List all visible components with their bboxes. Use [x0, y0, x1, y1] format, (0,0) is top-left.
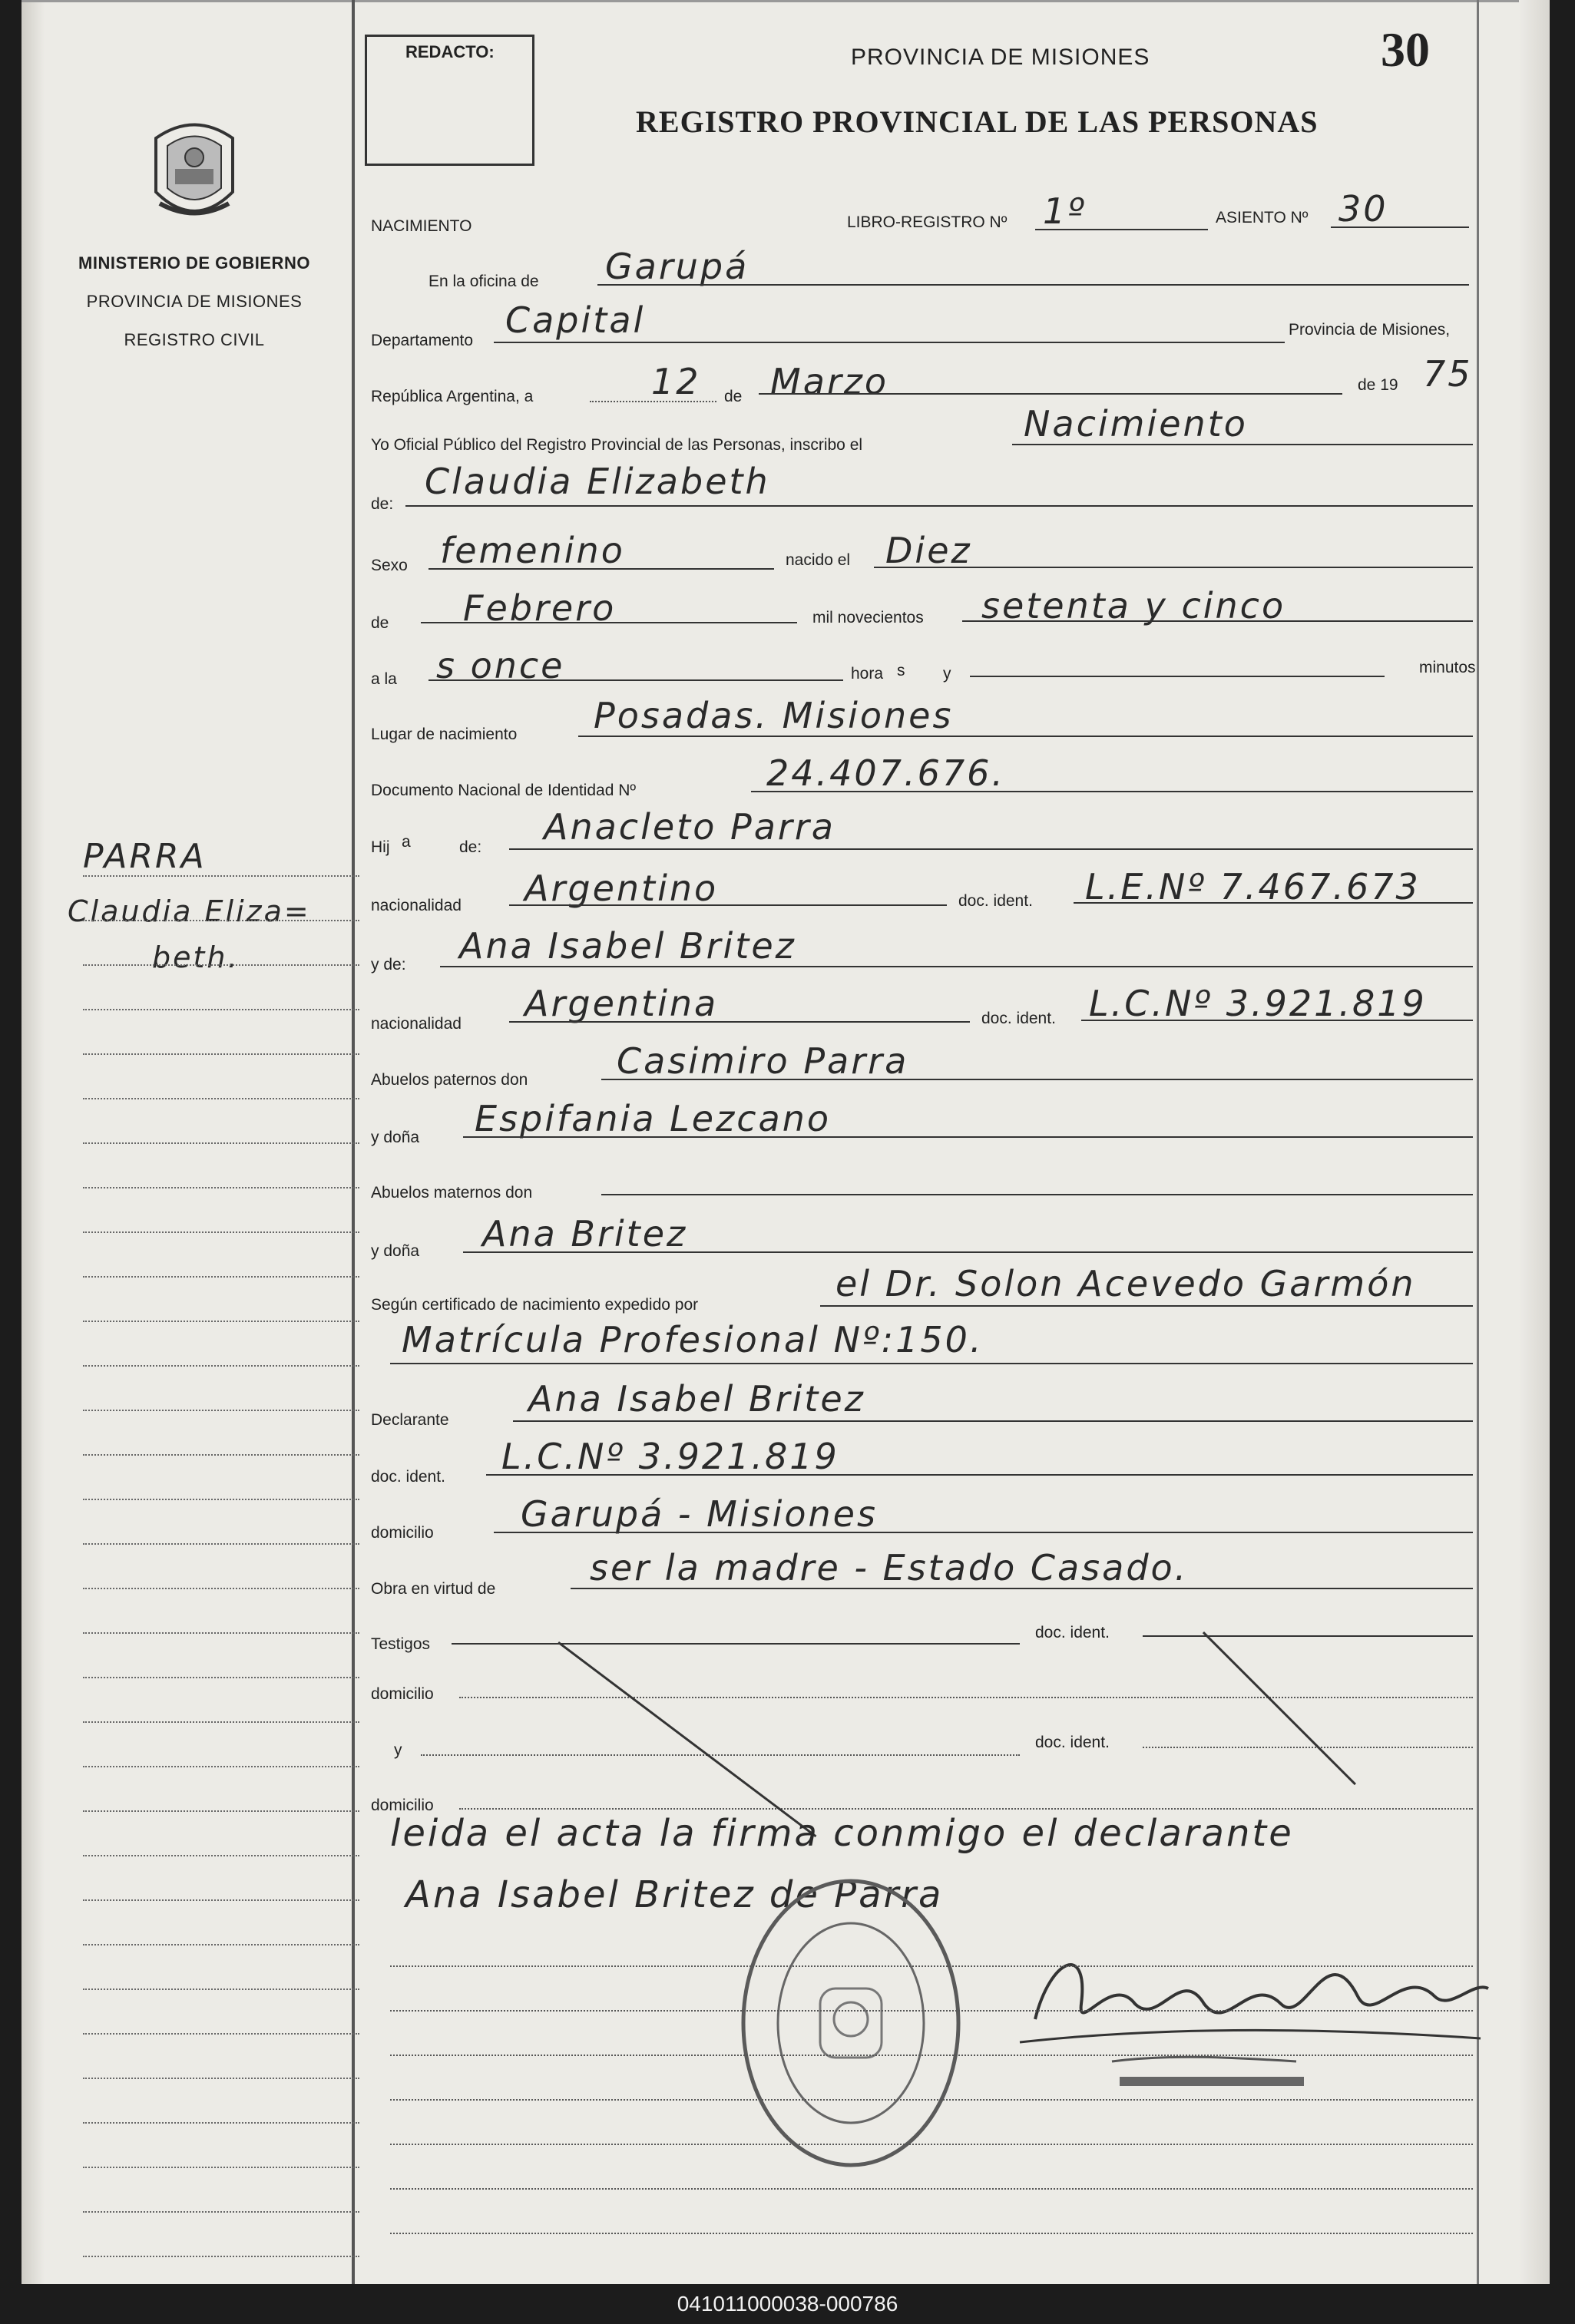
testigos-label: Testigos — [371, 1635, 431, 1653]
domicilio-testigo1-label: domicilio — [371, 1685, 434, 1703]
oficina-value: Garupá — [605, 246, 749, 287]
declarante-value: Ana Isabel Britez — [528, 1378, 865, 1420]
y-dona-paterna-label: y doña — [371, 1129, 420, 1146]
hij-label: Hij — [371, 838, 390, 856]
obra-value: ser la madre - Estado Casado. — [590, 1547, 1189, 1588]
hora-suffix: s — [897, 662, 905, 679]
margin-line — [83, 875, 359, 877]
obra-label: Obra en virtud de — [371, 1580, 496, 1598]
de2-label: de — [371, 614, 389, 632]
margin-line — [83, 1899, 359, 1901]
asiento-value: 30 — [1338, 188, 1388, 230]
margin-given-name-1: Claudia Eliza= — [68, 894, 311, 928]
top-edge — [22, 0, 1550, 2]
inscribed-name-value: Claudia Elizabeth — [425, 461, 770, 502]
matricula-value: Matrícula Profesional Nº:150. — [402, 1319, 984, 1360]
oficina-label: En la oficina de — [428, 273, 539, 290]
margin-line — [83, 1142, 359, 1144]
blank-line — [390, 2010, 1473, 2012]
margin-line — [83, 2256, 359, 2257]
minutos-label: minutos — [1419, 659, 1476, 676]
certificado-value: el Dr. Solon Acevedo Garmón — [835, 1263, 1416, 1304]
year-value: 75 — [1423, 353, 1473, 395]
margin-line — [83, 1321, 359, 1322]
redacto-label: REDACTO: — [405, 42, 495, 61]
blank-line — [390, 2233, 1473, 2234]
nacido-value: Diez — [885, 530, 972, 571]
abuelos-paternos-label: Abuelos paternos don — [371, 1071, 528, 1089]
abuelo-paterno-value: Casimiro Parra — [617, 1040, 909, 1082]
libro-value: 1º — [1043, 190, 1087, 232]
domicilio-label: domicilio — [371, 1524, 434, 1542]
doc-ident-declarante-label: doc. ident. — [371, 1468, 445, 1486]
provincia-heading: PROVINCIA DE MISIONES — [86, 292, 303, 311]
margin-line — [83, 2078, 359, 2079]
de-name-label: de: — [371, 495, 394, 513]
registro-civil-heading: REGISTRO CIVIL — [124, 330, 265, 349]
margin-line — [83, 1009, 359, 1010]
firma-text: Ana Isabel Britez de Parra — [405, 1873, 944, 1916]
margin-line — [83, 1187, 359, 1188]
margin-line — [83, 1454, 359, 1456]
margin-line — [83, 2211, 359, 2213]
hij-de-label: de: — [459, 838, 482, 856]
abuela-paterna-value: Espifania Lezcano — [475, 1098, 831, 1139]
domicilio-testigo2-label: domicilio — [371, 1797, 434, 1814]
hij-suffix: a — [402, 833, 411, 851]
domicilio-value: Garupá - Misiones — [521, 1493, 878, 1535]
margin-line — [83, 1410, 359, 1411]
lugar-value: Posadas. Misiones — [594, 695, 954, 736]
margin-line — [83, 1365, 359, 1367]
sexo-value: femenino — [440, 530, 625, 571]
margin-surname: PARRA — [83, 837, 207, 876]
inscribo-value: Nacimiento — [1024, 403, 1248, 445]
month-value: Marzo — [770, 361, 889, 402]
padre-value: Anacleto Parra — [544, 806, 835, 848]
departamento-label: Departamento — [371, 332, 474, 349]
abuelos-maternos-label: Abuelos maternos don — [371, 1184, 533, 1202]
ala-label: a la — [371, 670, 397, 688]
doc-ident-padre-label: doc. ident. — [958, 892, 1033, 910]
margin-line — [83, 1766, 359, 1767]
y-de-label: y de: — [371, 956, 406, 974]
abuela-materna-value: Ana Britez — [482, 1213, 688, 1255]
margin-line — [83, 1588, 359, 1589]
margin-line — [83, 1721, 359, 1723]
blank-line — [390, 2144, 1473, 2145]
nacionalidad-padre-value: Argentino — [524, 868, 719, 909]
y-dona-materna-label: y doña — [371, 1242, 420, 1260]
ala-value: s once — [436, 645, 565, 686]
margin-line — [83, 2167, 359, 2168]
document-id-footer: 041011000038-000786 — [0, 2284, 1575, 2324]
mil-value: setenta y cinco — [981, 585, 1286, 626]
margin-line — [83, 1632, 359, 1634]
republica-label: República Argentina, a — [371, 388, 534, 405]
margin-line — [83, 1810, 359, 1812]
blank-line — [390, 1965, 1473, 1967]
provincial-seal-icon — [144, 115, 244, 230]
page-number: 30 — [1381, 22, 1430, 77]
certificado-label: Según certificado de nacimiento expedido por — [371, 1296, 699, 1314]
margin-line — [83, 1053, 359, 1055]
madre-value: Ana Isabel Britez — [459, 925, 796, 967]
margin-line — [83, 2122, 359, 2124]
nacido-label: nacido el — [786, 551, 851, 569]
nacimiento-label: NACIMIENTO — [371, 217, 472, 235]
margin-line — [83, 1098, 359, 1099]
margin-line — [83, 1543, 359, 1545]
margin-line — [83, 1499, 359, 1500]
registro-title: REGISTRO PROVINCIAL DE LAS PERSONAS — [636, 104, 1319, 139]
lugar-label: Lugar de nacimiento — [371, 726, 518, 743]
declarante-label: Declarante — [371, 1411, 449, 1429]
official-stamp-icon — [736, 1873, 966, 2173]
provincia-title: PROVINCIA DE MISIONES — [851, 45, 1150, 70]
departamento-value: Capital — [505, 299, 646, 341]
asiento-label: ASIENTO Nº — [1216, 209, 1309, 226]
official-signature-icon — [1004, 1912, 1496, 2096]
y-label: y — [943, 665, 951, 683]
doc-declarante-value: L.C.Nº 3.921.819 — [501, 1436, 839, 1477]
doc-ident-madre-label: doc. ident. — [981, 1010, 1056, 1027]
doc-ident-testigo1-label: doc. ident. — [1035, 1624, 1110, 1641]
margin-line — [83, 920, 359, 921]
day-value: 12 — [651, 361, 701, 402]
hora-label: hora — [851, 665, 884, 683]
margin-line — [83, 1855, 359, 1856]
sexo-label: Sexo — [371, 557, 408, 574]
nacionalidad-madre-value: Argentina — [524, 983, 719, 1024]
margin-line — [83, 1276, 359, 1278]
libro-label: LIBRO-REGISTRO Nº — [847, 213, 1008, 231]
y-testigo2-label: y — [394, 1741, 402, 1759]
strike-testigo2 — [1203, 1631, 1356, 1785]
blank-line — [390, 2188, 1473, 2190]
blank-line — [390, 2099, 1473, 2101]
ministerio-heading: MINISTERIO DE GOBIERNO — [78, 253, 310, 273]
doc-padre-value: L.E.Nº 7.467.673 — [1085, 866, 1421, 907]
document-page — [22, 0, 1550, 2284]
inscribo-label: Yo Oficial Público del Registro Provincial de las Personas, inscribo el — [371, 436, 863, 454]
dni-label: Documento Nacional de Identidad Nº — [371, 782, 637, 799]
margin-line — [83, 1677, 359, 1678]
de-label: de — [724, 388, 743, 405]
blank-line — [390, 2055, 1473, 2056]
year-label: de 19 — [1358, 376, 1398, 394]
margin-line — [83, 1988, 359, 1990]
nacionalidad-padre-label: nacionalidad — [371, 897, 462, 914]
mil-label: mil novecientos — [812, 609, 924, 626]
margin-line — [83, 964, 359, 966]
doc-ident-testigo2-label: doc. ident. — [1035, 1734, 1110, 1751]
nacionalidad-madre-label: nacionalidad — [371, 1015, 462, 1033]
provincia-suffix: Provincia de Misiones, — [1289, 321, 1451, 339]
margin-line — [83, 1231, 359, 1233]
mes-value: Febrero — [463, 587, 617, 629]
doc-madre-value: L.C.Nº 3.921.819 — [1089, 983, 1427, 1024]
dni-value: 24.407.676. — [766, 752, 1005, 794]
leida-text: leida el acta la firma conmigo el declarante — [390, 1812, 1294, 1855]
margin-line — [83, 2033, 359, 2035]
margin-given-name-2: beth. — [152, 941, 240, 974]
margin-line — [83, 1944, 359, 1945]
